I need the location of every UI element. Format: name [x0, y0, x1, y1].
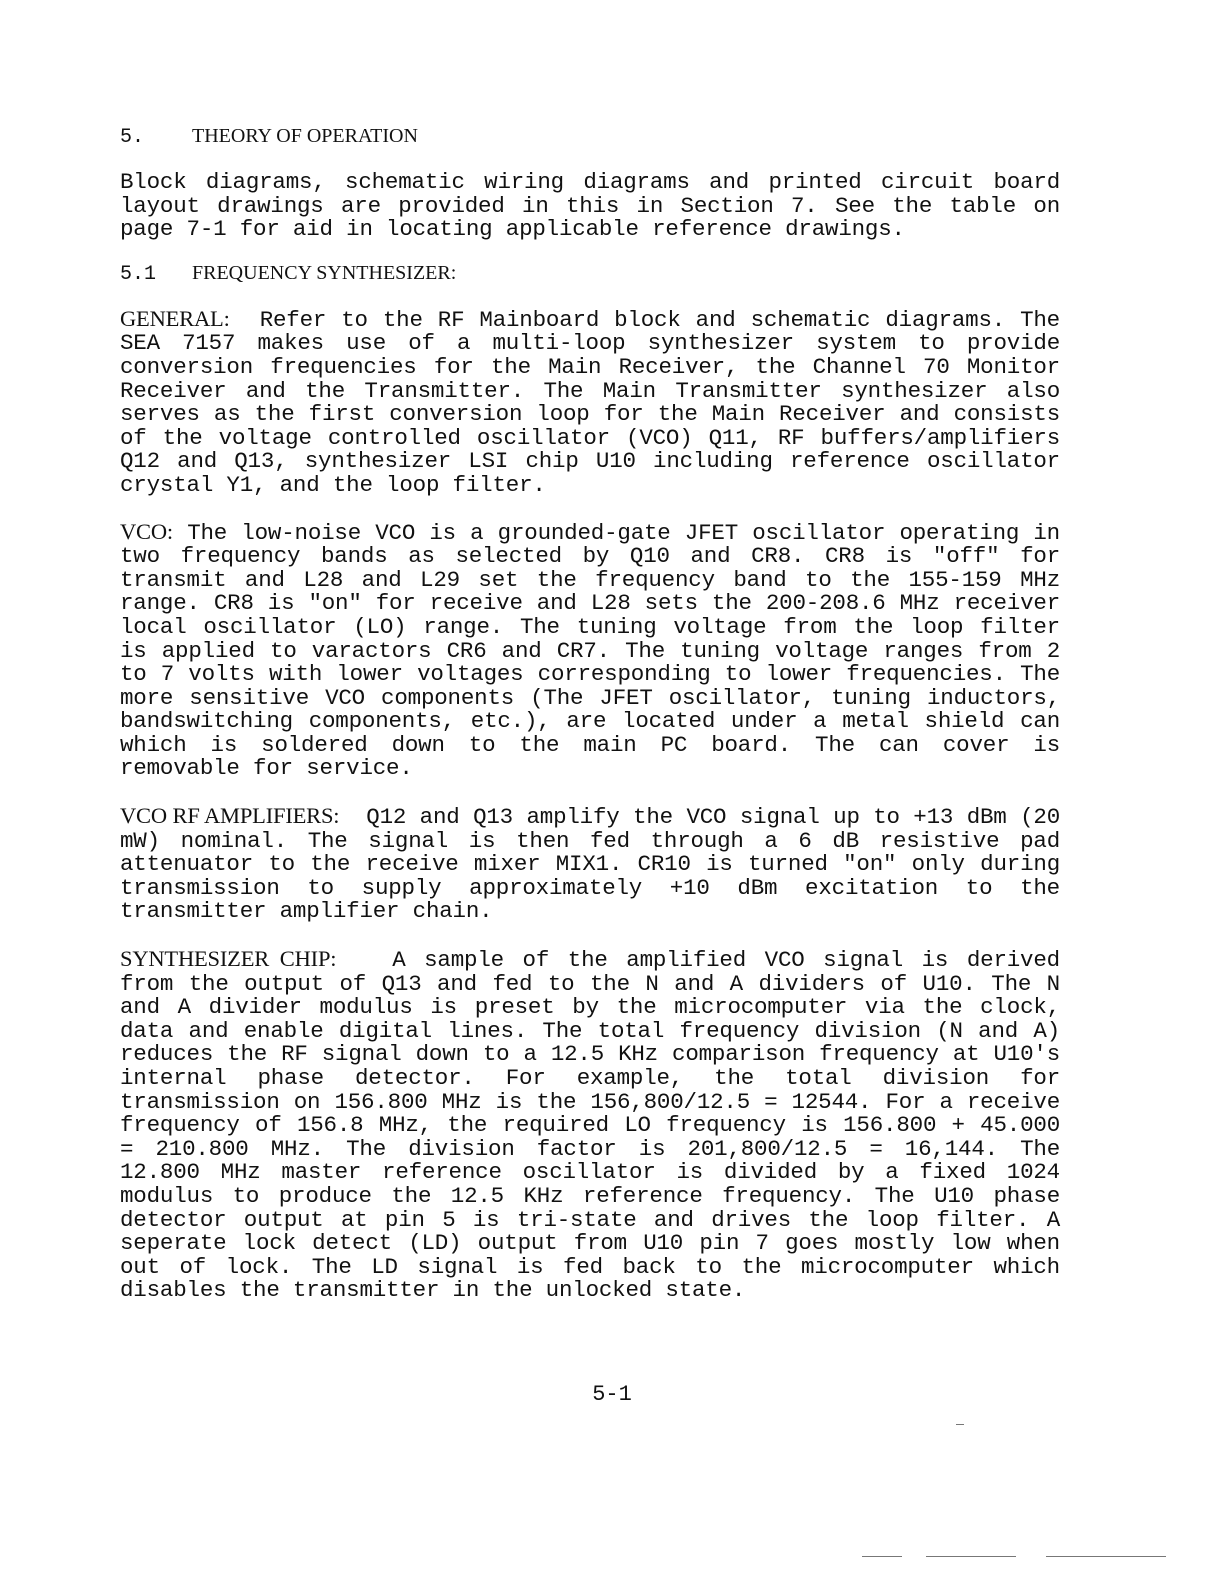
synthesizer-chip-paragraph — [120, 947, 1060, 1303]
scan-speck — [956, 1424, 964, 1425]
paragraph-lead: VCO: — [120, 518, 173, 544]
scan-speck — [862, 1556, 902, 1557]
general-paragraph — [120, 307, 1060, 498]
intro-paragraph: Block diagrams, schematic wiring diagrams and printed circuit board layout drawings are provided in this in Section 7. See the table on page 7-1 for aid in locating applicable reference drawings. — [120, 169, 1060, 243]
subsection-title: FREQUENCY SYNTHESIZER: — [192, 261, 457, 284]
vco-paragraph — [120, 520, 1060, 782]
paragraph-text: A sample of the amplified VCO signal is derived from the output of Q13 and fed to the N and A dividers of U10. The N and A divider modulus is preset by the microcomputer via the clock, data and enable digital lines. The total frequency division (N and A) reduces the RF signal down to a 12.5 KHz comparison frequency at U10's internal phase detector. For example, the total division for transmission on 156.800 MHz is the 156,800/12.5 = 12544. For a receive frequency of 156.8 MHz, the required LO frequency is 156.800 + 45.000 = 210.800 MHz. The division factor is 201,800/12.5 = 16,144. The 12.800 MHz master reference oscillator is divided by a fixed 1024 modulus to produce the 12.5 KHz reference frequency. The U10 phase detector output at pin 5 is tri-state and drives the loop filter. A seperate lock detect (LD) output from U10 pin 7 goes mostly low when out of lock. The LD signal is fed back to the microcomputer which disables the transmitter in the unlocked state. — [120, 947, 1060, 1304]
subsection-heading — [120, 259, 1060, 289]
section-heading — [120, 122, 1060, 152]
section-number: 5. — [120, 126, 145, 149]
vco-rf-amplifiers-paragraph — [120, 804, 1060, 924]
paragraph-lead: GENERAL: — [120, 305, 230, 331]
scan-speck — [926, 1556, 1016, 1557]
paragraph-lead: SYNTHESIZER CHIP: — [120, 946, 337, 972]
paragraph-text: Refer to the RF Mainboard block and schematic diagrams. The SEA 7157 makes use of a multi-loop synthesizer system to provide conversion frequencies for the Main Receiver, the Channel 70 Monitor Receiver and the Transmitter. The Main Transmitter synthesizer also serves as the first conversion loop for the Main Receiver and consists of the voltage controlled oscillator (VCO) Q11, RF buffers/amplifiers Q12 and Q13, synthesizer LSI chip U10 including reference oscillator crystal Y1, and the loop filter. — [120, 306, 1060, 498]
paragraph-text: The low-noise VCO is a grounded-gate JFET oscillator operating in two frequency bands as selected by Q10 and CR8. CR8 is "off" for transmit and L28 and L29 set the frequency band to the 155-159 MHz range. CR8 is "on" for receive and L28 sets the 200-208.6 MHz receiver local oscillator (LO) range. The tuning voltage from the loop filter is applied to varactors CR6 and CR7. The tuning voltage ranges from 2 to 7 volts with lower voltages corresponding to lower frequencies. The more sensitive VCO components (The JFET oscillator, tuning inductors, bandswitching components, etc.), are located under a metal shield can which is soldered down to the main PC board. The can cover is removable for service. — [120, 519, 1060, 782]
document-page — [120, 120, 1060, 1303]
paragraph-text: Q12 and Q13 amplify the VCO signal up to +13 dBm (20 mW) nominal. The signal is then fed through a 6 dB resistive pad attenuator to the receive mixer MIX1. CR10 is turned "on" only during transmission to supply approximately +10 dBm excitation to the transmitter amplifier chain. — [120, 804, 1060, 925]
subsection-number: 5.1 — [120, 262, 157, 286]
page-number: 5-1 — [592, 1382, 632, 1407]
scan-speck — [1046, 1556, 1166, 1557]
section-title: THEORY OF OPERATION — [192, 125, 418, 147]
paragraph-lead: VCO RF AMPLIFIERS: — [120, 803, 340, 829]
